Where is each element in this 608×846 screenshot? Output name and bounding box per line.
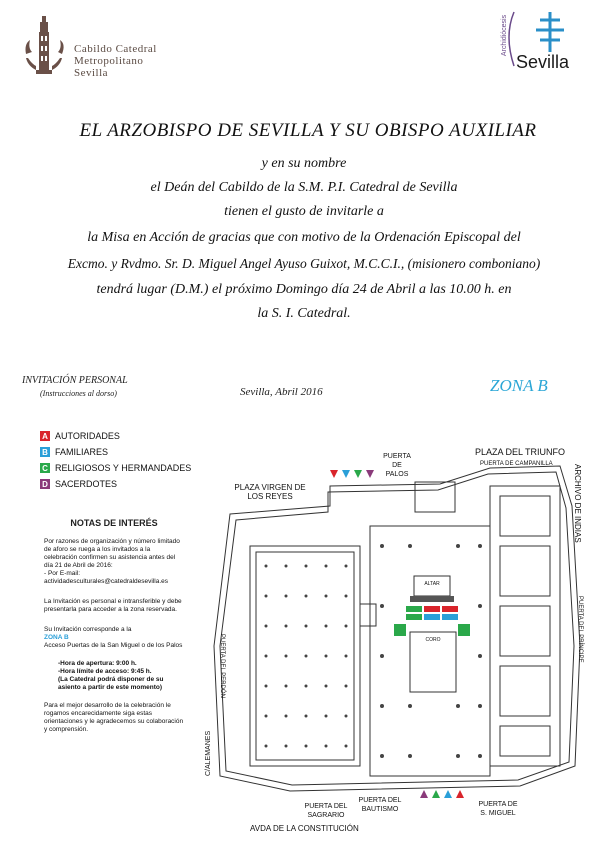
archdiocese-small-text: Archidiócesis <box>501 14 509 57</box>
notes-p2: La Invitación es personal e intransferible y debe presentarla para acceder a la zona reservada. <box>44 598 182 613</box>
invitation-line-4: la Misa en Acción de gracias que con motivo de la Ordenación Episcopal del <box>87 230 521 245</box>
cabildo-line1: Cabildo Catedral <box>74 43 157 55</box>
notes-p1: Por razones de organización y número limitado de aforo se ruega a los invitados a la celebración confirmen su asistencia antes del día 21 de Abril de 2016: <box>44 538 180 569</box>
legend <box>40 429 191 491</box>
notes-p3: Su Invitación corresponde a la <box>44 626 132 633</box>
label-puerta-principe: PUERTA DEL PRÍNCIPE <box>577 596 583 663</box>
invitation-line-5: Excmo. y Rvdmo. Sr. D. Miguel Angel Ayuso Guixot, M.C.C.I., (misionero comboniano) <box>67 256 541 271</box>
zone-label: ZONA B <box>490 376 548 395</box>
invitation-line-1: y en su nombre <box>261 156 347 171</box>
cabildo-line3: Sevilla <box>74 67 109 79</box>
place-date: Sevilla, Abril 2016 <box>240 386 323 398</box>
legend-swatch-b: B <box>40 447 50 457</box>
label-puerta-sanmiguel: PUERTA DE S. MIGUEL <box>478 801 518 817</box>
label-archivo-indias: ARCHIVO DE INDIAS <box>573 464 582 543</box>
legend-item-priests <box>40 477 191 491</box>
cabildo-line2: Metropolitano <box>74 55 144 67</box>
invitation-line-6: tendrá lugar (D.M.) el próximo Domingo día 24 de Abril a las 10.00 h. en <box>96 282 512 297</box>
label-plaza-triunfo: PLAZA DEL TRIUNFO <box>475 447 566 457</box>
label-avda-constitucion: AVDA DE LA CONSTITUCIÓN <box>250 824 359 833</box>
notes-seat-warning: (La Catedral podrá disponer de su asiento a partir de este momento) <box>58 676 164 691</box>
legend-item-authorities <box>40 429 191 443</box>
cathedral-map <box>200 446 600 836</box>
cabildo-logo <box>22 14 192 79</box>
invitation-line-7: la S. I. Catedral. <box>257 306 351 321</box>
invitation-line-2: el Deán del Cabildo de la S.M. P.I. Catedral de Sevilla <box>150 180 458 195</box>
label-c-alemanes: C/ALEMANES <box>205 730 212 776</box>
invitation-line-3: tienen el gusto de invitarle a <box>224 204 384 219</box>
legend-label-d: SACERDOTES <box>55 479 118 489</box>
instructions-label: (Instrucciones al dorso) <box>40 389 117 398</box>
bottom-entrance-arrows <box>420 790 464 798</box>
legend-item-family <box>40 445 191 459</box>
notes-p1b: - Por E-mail: <box>44 570 81 577</box>
label-puerta-campanilla: PUERTA DE CAMPANILLA <box>480 461 553 467</box>
notes-panel <box>44 518 184 740</box>
invitation-title: EL ARZOBISPO DE SEVILLA Y SU OBISPO AUXILIAR <box>79 120 537 141</box>
label-puerta-bautismo: PUERTA DEL BAUTISMO <box>358 797 402 813</box>
notes-email: actividadesculturales@catedraldesevilla.es <box>44 578 169 585</box>
notes-opening: -Hora de apertura: 9:00 h. <box>58 660 137 667</box>
archdiocese-big-text: Sevilla <box>516 52 570 72</box>
notes-p5: Para el mejor desarrollo de la celebración le rogamos encarecidamente siga estas orientaciones y le agradecemos su colaboración y comprensión. <box>44 702 184 733</box>
label-puerta-perdon: PUERTA DEL PERDÓN <box>219 634 225 698</box>
cathedral-floorplan <box>200 446 600 836</box>
notes-p3b: Acceso Puertas de la San Miguel o de los Palos <box>44 642 183 649</box>
label-altar: ALTAR <box>424 581 440 587</box>
notes-heading: NOTAS DE INTERÉS <box>70 518 158 528</box>
legend-swatch-a: A <box>40 431 50 441</box>
label-puerta-sagrario: PUERTA DEL SAGRARIO <box>304 803 348 819</box>
top-entrance-arrows <box>330 470 374 478</box>
notes-limit: -Hora límite de acceso: 9:45 h. <box>58 668 152 675</box>
label-plaza-virgen: PLAZA VIRGEN DE LOS REYES <box>234 483 306 501</box>
notes-zone: ZONA B <box>44 634 69 641</box>
label-coro: CORO <box>425 637 441 643</box>
personal-invitation-label: INVITACIÓN PERSONAL <box>22 375 128 386</box>
legend-label-b: FAMILIARES <box>55 447 109 457</box>
legend-swatch-d: D <box>40 479 50 489</box>
legend-label-c: RELIGIOSOS Y HERMANDADES <box>55 463 192 473</box>
giralda-icon <box>22 14 70 76</box>
legend-swatch-c: C <box>40 463 50 473</box>
label-puerta-palos: PUERTA DE PALOS <box>383 453 411 478</box>
archdiocese-logo <box>500 6 580 72</box>
legend-item-religious <box>40 461 191 475</box>
legend-label-a: AUTORIDADES <box>55 431 120 441</box>
seating-zones <box>394 596 470 636</box>
